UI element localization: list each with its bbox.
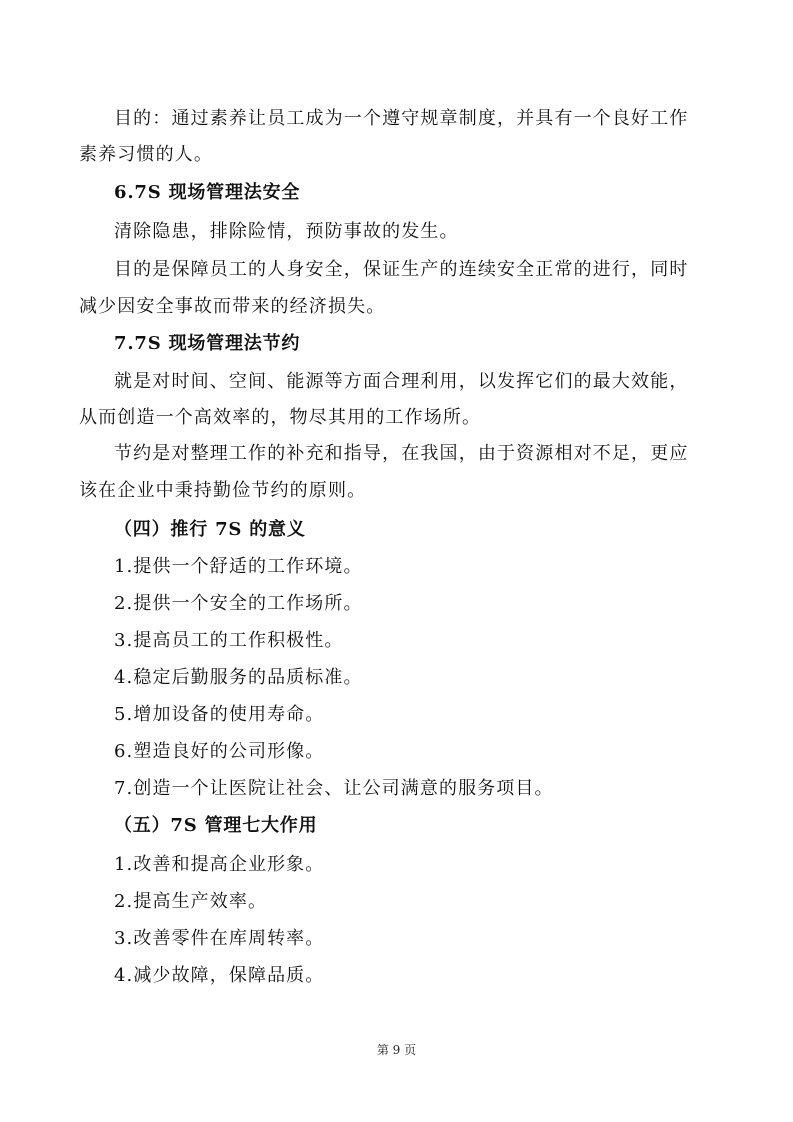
paragraph-saving-principle-line1: 节约是对整理工作的补充和指导，在我国，由于资源相对不足，更应 [114,443,689,464]
section5-title: （五）7S 管理七大作用 [114,815,318,836]
paragraph-saving-principle-line2: 该在企业中秉持勤俭节约的原则。 [79,480,367,501]
heading-7s-safety: 6.7S 现场管理法安全 [114,182,301,203]
page-number: 第 9 页 [376,1043,417,1057]
section4-item-5: 5.增加设备的使用寿命。 [114,704,325,725]
heading-7s-saving: 7.7S 现场管理法节约 [114,333,301,354]
paragraph-goal-literacy-line1: 目的：通过素养让员工成为一个遵守规章制度，并具有一个良好工作 [114,108,689,129]
section4-item-3: 3.提高员工的工作积极性。 [114,630,344,651]
paragraph-saving-definition-line2: 从而创造一个高效率的，物尽其用的工作场所。 [79,407,482,428]
section4-item-2: 2.提供一个安全的工作场所。 [114,593,363,614]
section4-title: （四）推行 7S 的意义 [114,519,306,540]
section4-item-4: 4.稳定后勤服务的品质标准。 [114,667,363,688]
section4-item-1: 1.提供一个舒适的工作环境。 [114,556,363,577]
section5-item-4: 4.减少故障，保障品质。 [114,965,325,986]
paragraph-safety-goal-line1: 目的是保障员工的人身安全，保证生产的连续安全正常的进行，同时 [114,259,689,280]
paragraph-safety-goal-line2: 减少因安全事故而带来的经济损失。 [79,296,386,317]
section4-item-6: 6.塑造良好的公司形像。 [114,741,325,762]
paragraph-goal-literacy-line2: 素养习惯的人。 [79,144,214,165]
section5-item-1: 1.改善和提高企业形象。 [114,854,325,875]
section4-item-7: 7.创造一个让医院让社会、让公司满意的服务项目。 [114,778,554,799]
paragraph-saving-definition-line1: 就是对时间、空间、能源等方面合理利用，以发挥它们的最大效能， [114,371,689,392]
section5-item-3: 3.改善零件在库周转率。 [114,928,325,949]
page-footer [0,1042,793,1058]
section5-item-2: 2.提高生产效率。 [114,891,268,912]
paragraph-safety-definition: 清除隐患，排除险情，预防事故的发生。 [114,221,459,242]
